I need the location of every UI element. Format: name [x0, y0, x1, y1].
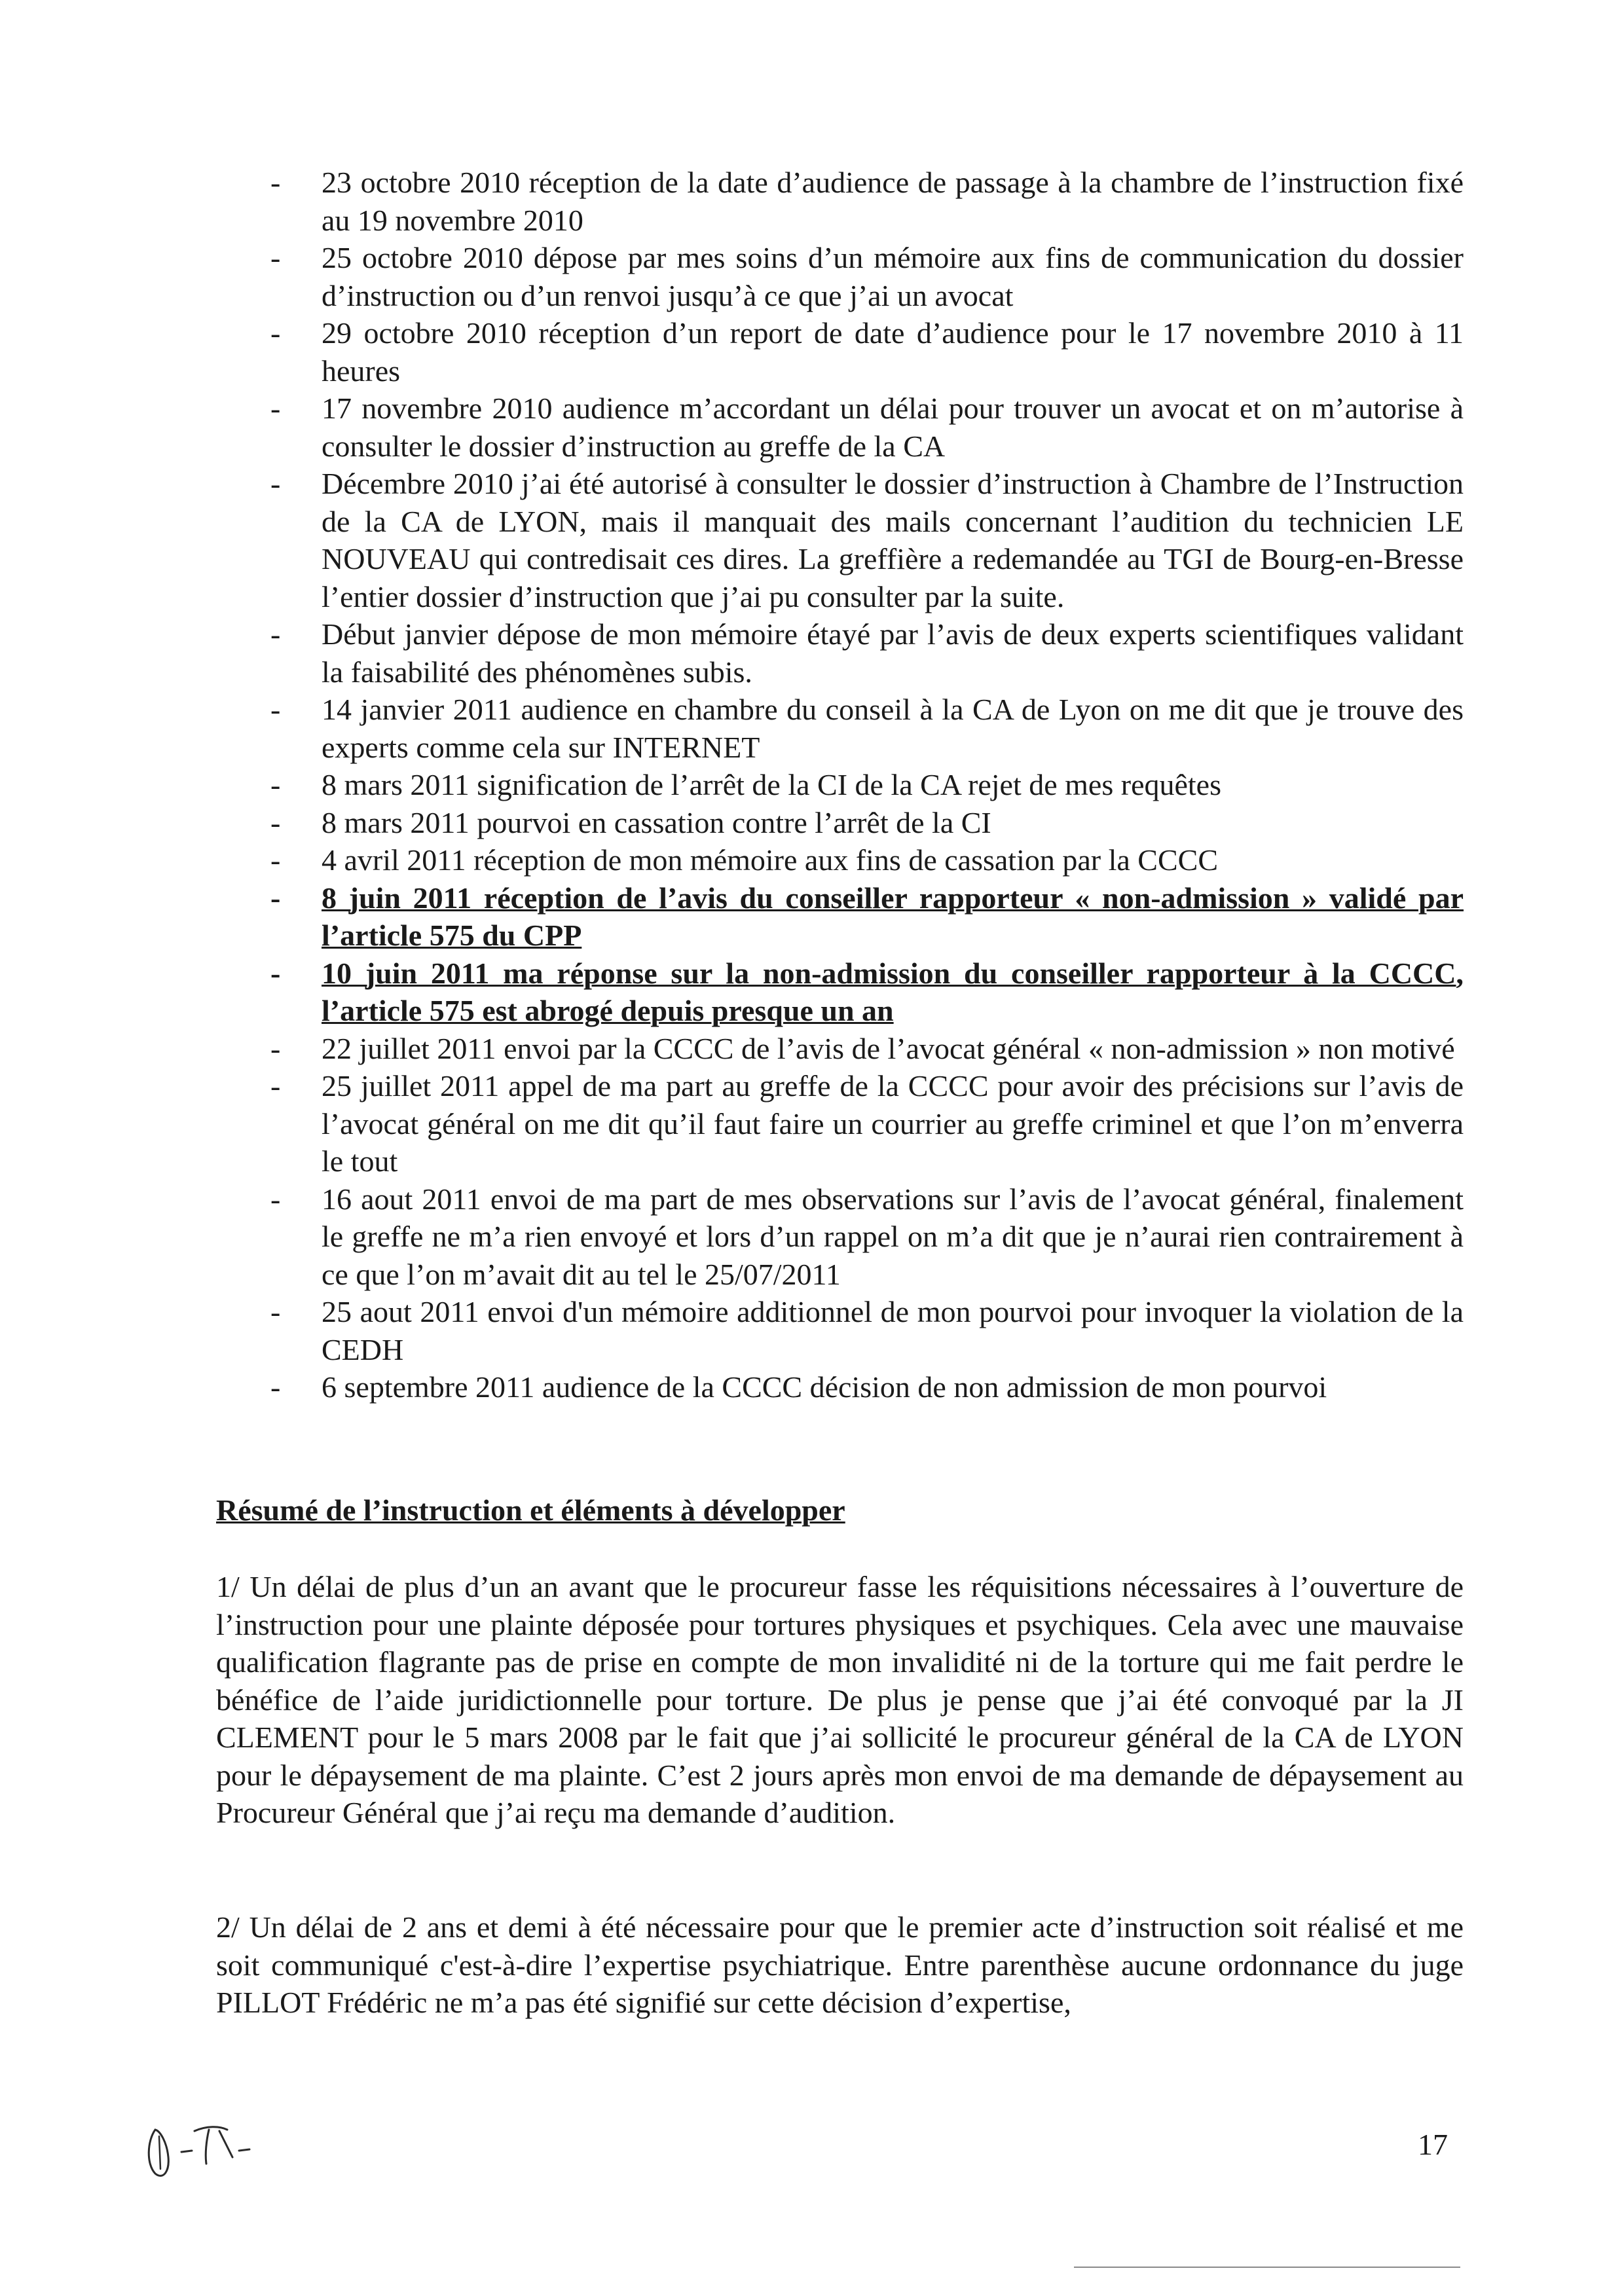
timeline-item: - 25 aout 2011 envoi d'un mémoire additionnel de mon pourvoi pour invoquer la violation de la CEDH: [265, 1293, 1464, 1368]
timeline-item: - 16 aout 2011 envoi de ma part de mes observations sur l’avis de l’avocat général, finalement le greffe ne m’a rien envoyé et lors d’un rappel on m’a dit que je n’aurai rien contrairement à ce que l’on m’avait dit au tel le 25/07/2011: [265, 1180, 1464, 1294]
timeline-item: - Début janvier dépose de mon mémoire étayé par l’avis de deux experts scientifiques validant la faisabilité des phénomènes subis.: [265, 615, 1464, 691]
timeline-item: - 8 mars 2011 signification de l’arrêt de la CI de la CA rejet de mes requêtes: [265, 766, 1464, 804]
page-number: 17: [1418, 2128, 1448, 2161]
timeline-item: - 8 mars 2011 pourvoi en cassation contre l’arrêt de la CI: [265, 804, 1464, 842]
timeline-item: - Décembre 2010 j’ai été autorisé à consulter le dossier d’instruction à Chambre de l’Instruction de la CA de LYON, mais il manquait des mails concernant l’audition du technicien LE NOUVEAU qui contredisait ces dires. La greffière a redemandée au TGI de Bourg-en-Bresse l’entier dossier d’instruction que j’ai pu consulter par la suite.: [265, 465, 1464, 615]
timeline-item: - 23 octobre 2010 réception de la date d’audience de passage à la chambre de l’instruction fixé au 19 novembre 2010: [265, 164, 1464, 239]
timeline-item: - 17 novembre 2010 audience m’accordant un délai pour trouver un avocat et on m’autorise à consulter le dossier d’instruction au greffe de la CA: [265, 390, 1464, 465]
timeline-item: - 6 septembre 2011 audience de la CCCC décision de non admission de mon pourvoi: [265, 1368, 1464, 1406]
timeline-item: - 4 avril 2011 réception de mon mémoire aux fins de cassation par la CCCC: [265, 841, 1464, 879]
timeline-item-highlighted: - 10 juin 2011 ma réponse sur la non-admission du conseiller rapporteur à la CCCC, l’article 575 est abrogé depuis presque un an: [265, 955, 1464, 1030]
footer-rule: [1074, 2267, 1460, 2268]
timeline-item: - 22 juillet 2011 envoi par la CCCC de l’avis de l’avocat général « non-admission » non motivé: [265, 1030, 1464, 1068]
paragraph-2: 2/ Un délai de 2 ans et demi à été nécessaire pour que le premier acte d’instruction soit réalisé et me soit communiqué c'est-à-dire l’expertise psychiatrique. Entre parenthèse aucune ordonnance du juge PILLOT Frédéric ne m’a pas été signifié sur cette décision d’expertise,: [216, 1910, 1464, 2019]
section-heading: Résumé de l’instruction et éléments à développer: [216, 1493, 845, 1527]
timeline-item: - 25 octobre 2010 dépose par mes soins d’un mémoire aux fins de communication du dossier d’instruction ou d’un renvoi jusqu’à ce que j’ai un avocat: [265, 239, 1464, 314]
timeline-list: [265, 164, 1464, 1406]
timeline-item: - 14 janvier 2011 audience en chambre du conseil à la CA de Lyon on me dit que je trouve des experts comme cela sur INTERNET: [265, 691, 1464, 766]
timeline-item-highlighted: - 8 juin 2011 réception de l’avis du conseiller rapporteur « non-admission » validé par l’article 575 du CPP: [265, 879, 1464, 955]
handwritten-initials: [141, 2111, 350, 2183]
timeline-item: - 29 octobre 2010 réception d’un report de date d’audience pour le 17 novembre 2010 à 11 heures: [265, 314, 1464, 390]
paragraph-1: 1/ Un délai de plus d’un an avant que le procureur fasse les réquisitions nécessaires à l’ouverture de l’instruction pour une plainte déposée pour tortures physiques et psychiques. Cela avec une mauvaise qualification flagrante pas de prise en compte de mon invalidité ni de la torture qui me fait perdre le bénéfice de l’aide juridictionnelle pour torture. De plus je pense que j’ai été convoqué par la JI CLEMENT pour le 5 mars 2008 par le fait que j’ai sollicité le procureur général de la CA de LYON pour le dépaysement de ma plainte. C’est 2 jours après mon envoi de ma demande de dépaysement au Procureur Général que j’ai reçu ma demande d’audition.: [216, 1570, 1464, 1829]
timeline-item: - 25 juillet 2011 appel de ma part au greffe de la CCCC pour avoir des précisions sur l’avis de l’avocat général on me dit qu’il faut faire un courrier au greffe criminel et que l’on m’enverra le tout: [265, 1067, 1464, 1180]
